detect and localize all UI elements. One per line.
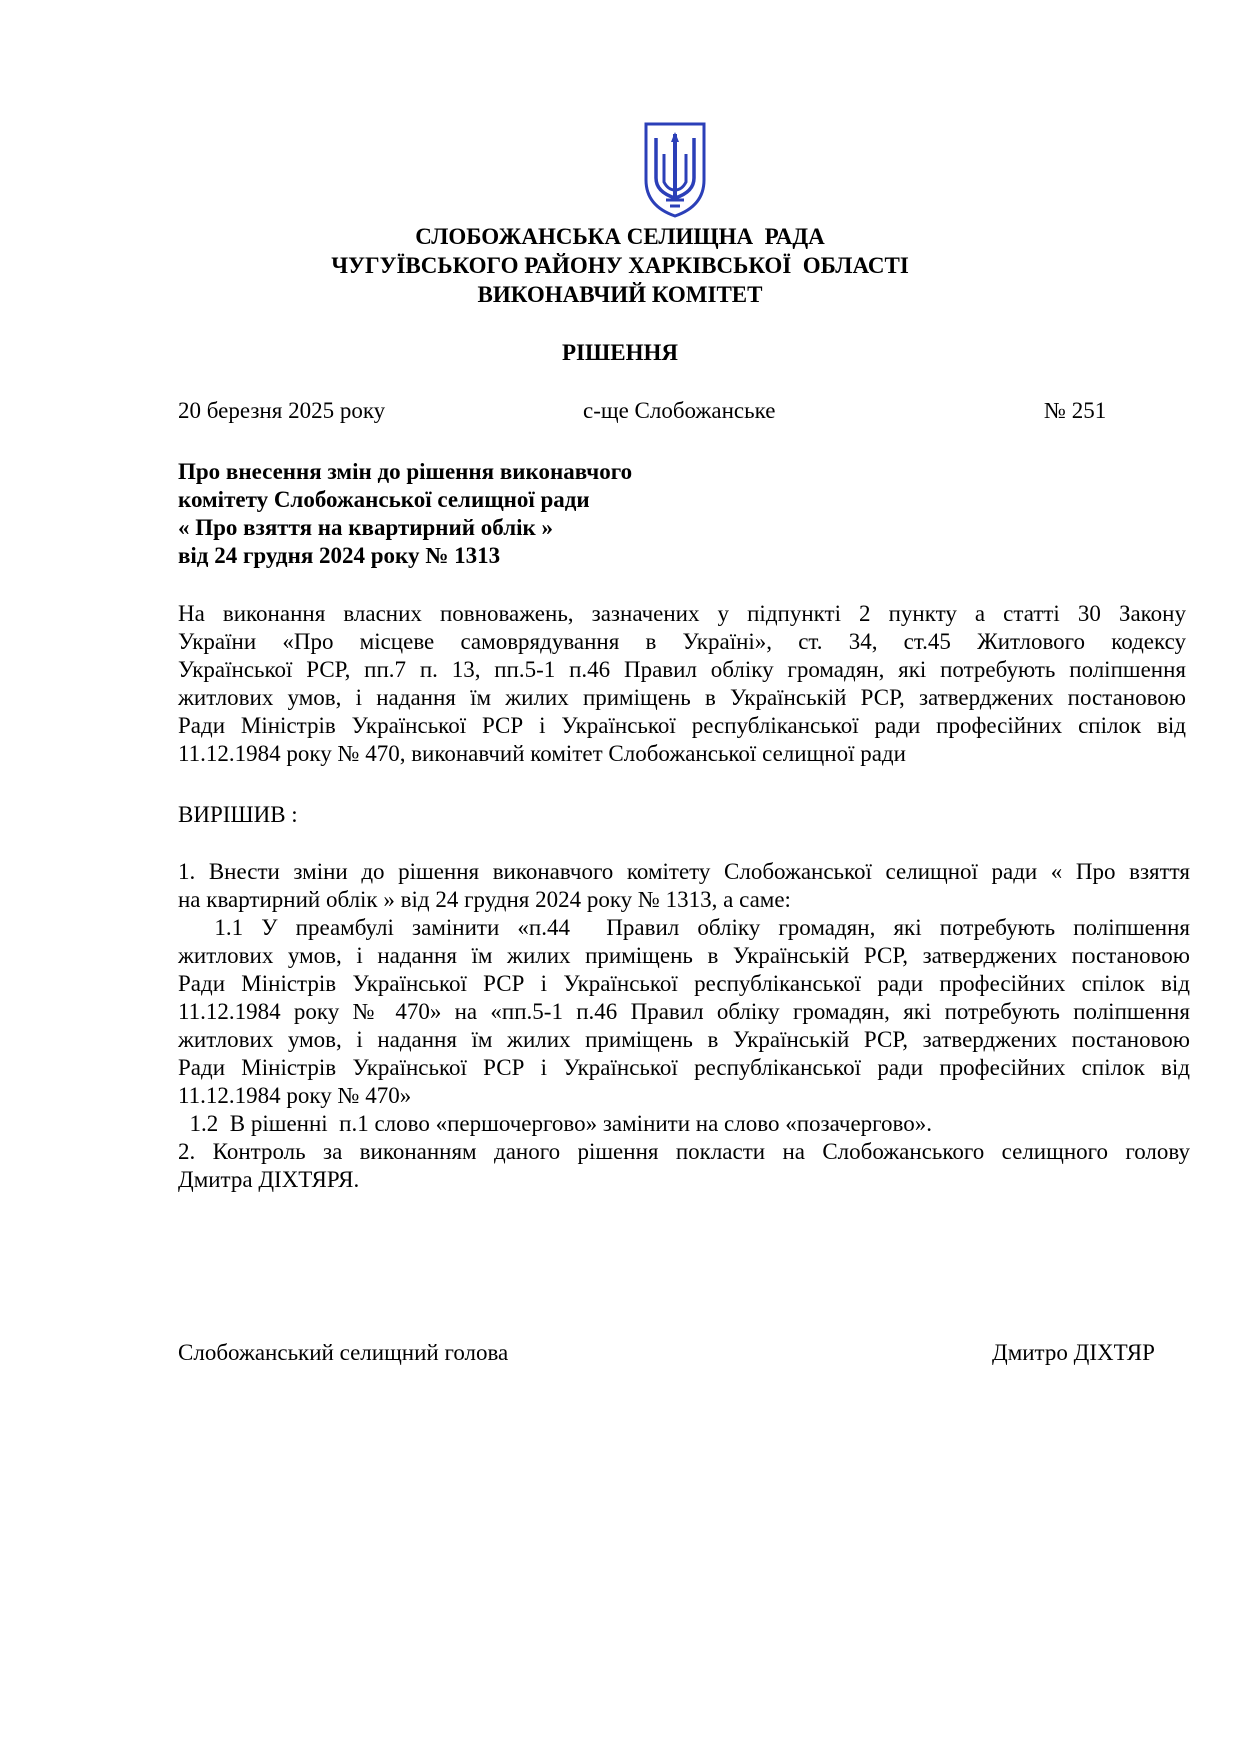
item-line-3: 1.1 У преамбулі замінити «п.44 Правил обліку громадян, які потребують поліпшення (178, 915, 1191, 940)
coat-of-arms-trident-icon (644, 120, 706, 218)
subject-line-2: комітету Слобожанської селищної ради (178, 487, 590, 512)
header-line-2: ЧУГУЇВСЬКОГО РАЙОНУ ХАРКІВСЬКОЇ ОБЛАСТІ (331, 253, 909, 278)
decision-subject (178, 458, 878, 570)
preamble-line-4: житлових умов, і надання їм жилих приміщень в Українській РСР, затверджених постановою (178, 685, 1186, 710)
preamble-line-5: Ради Міністрів Української РСР і Української республіканської ради професійних спілок від (178, 713, 1186, 738)
resolution-items (178, 858, 1190, 1194)
item-line-6: 11.12.1984 року № 470» на «пп.5-1 п.46 Правил обліку громадян, які потребують поліпшення (178, 999, 1190, 1024)
subject-line-1: Про внесення змін до рішення виконавчого (178, 459, 633, 484)
preamble-line-6: 11.12.1984 року № 470, виконавчий комітет Слобожанської селищної ради (178, 741, 906, 766)
item-line-1: 1. Внести зміни до рішення виконавчого комітету Слобожанської селищної ради « Про взяття (178, 859, 1190, 884)
item-line-11: 2. Контроль за виконанням даного рішення покласти на Слобожанського селищного голову (178, 1139, 1190, 1164)
preamble-line-2: України «Про місцеве самоврядування в Україні», ст. 34, ст.45 Житлового кодексу (178, 629, 1186, 654)
item-line-8: Ради Міністрів Української РСР і Української республіканської ради професійних спілок від (178, 1055, 1190, 1080)
item-line-12: Дмитра ДІХТЯРЯ. (178, 1167, 360, 1192)
preamble-paragraph (178, 600, 1186, 768)
preamble-line-1: На виконання власних повноважень, зазначених у підпункті 2 пункту а статті 30 Закону (178, 601, 1186, 626)
decision-place: с-ще Слобожанське (583, 398, 776, 423)
subject-line-4: від 24 грудня 2024 року № 1313 (178, 543, 501, 568)
subject-line-3: « Про взяття на квартирний облік » (178, 515, 554, 540)
decision-number: № 251 (1044, 398, 1107, 423)
item-line-10: 1.2 В рішенні п.1 слово «першочергово» замінити на слово «позачергово». (178, 1111, 932, 1136)
signature-position: Слобожанський селищний голова (178, 1340, 509, 1365)
item-line-5: Ради Міністрів Української РСР і Української республіканської ради професійних спілок від (178, 971, 1190, 996)
item-line-4: житлових умов, і надання їм жилих приміщень в Українській РСР, затверджених постановою (178, 943, 1190, 968)
decision-date: 20 березня 2025 року (178, 398, 386, 423)
document-title: РІШЕННЯ (562, 340, 678, 365)
resolved-heading: ВИРІШИВ : (178, 802, 298, 827)
organization-header (0, 222, 1240, 309)
header-line-3: ВИКОНАВЧИЙ КОМІТЕТ (477, 282, 763, 307)
signature-name: Дмитро ДІХТЯР (992, 1340, 1155, 1365)
item-line-7: житлових умов, і надання їм жилих приміщень в Українській РСР, затверджених постановою (178, 1027, 1190, 1052)
preamble-line-3: Української РСР, пп.7 п. 13, пп.5-1 п.46 Правил обліку громадян, які потребують поліпшення (178, 657, 1186, 682)
header-line-1: СЛОБОЖАНСЬКА СЕЛИЩНА РАДА (415, 224, 825, 249)
item-line-9: 11.12.1984 року № 470» (178, 1083, 412, 1108)
item-line-2: на квартирний облік » від 24 грудня 2024 року № 1313, а саме: (178, 887, 791, 912)
